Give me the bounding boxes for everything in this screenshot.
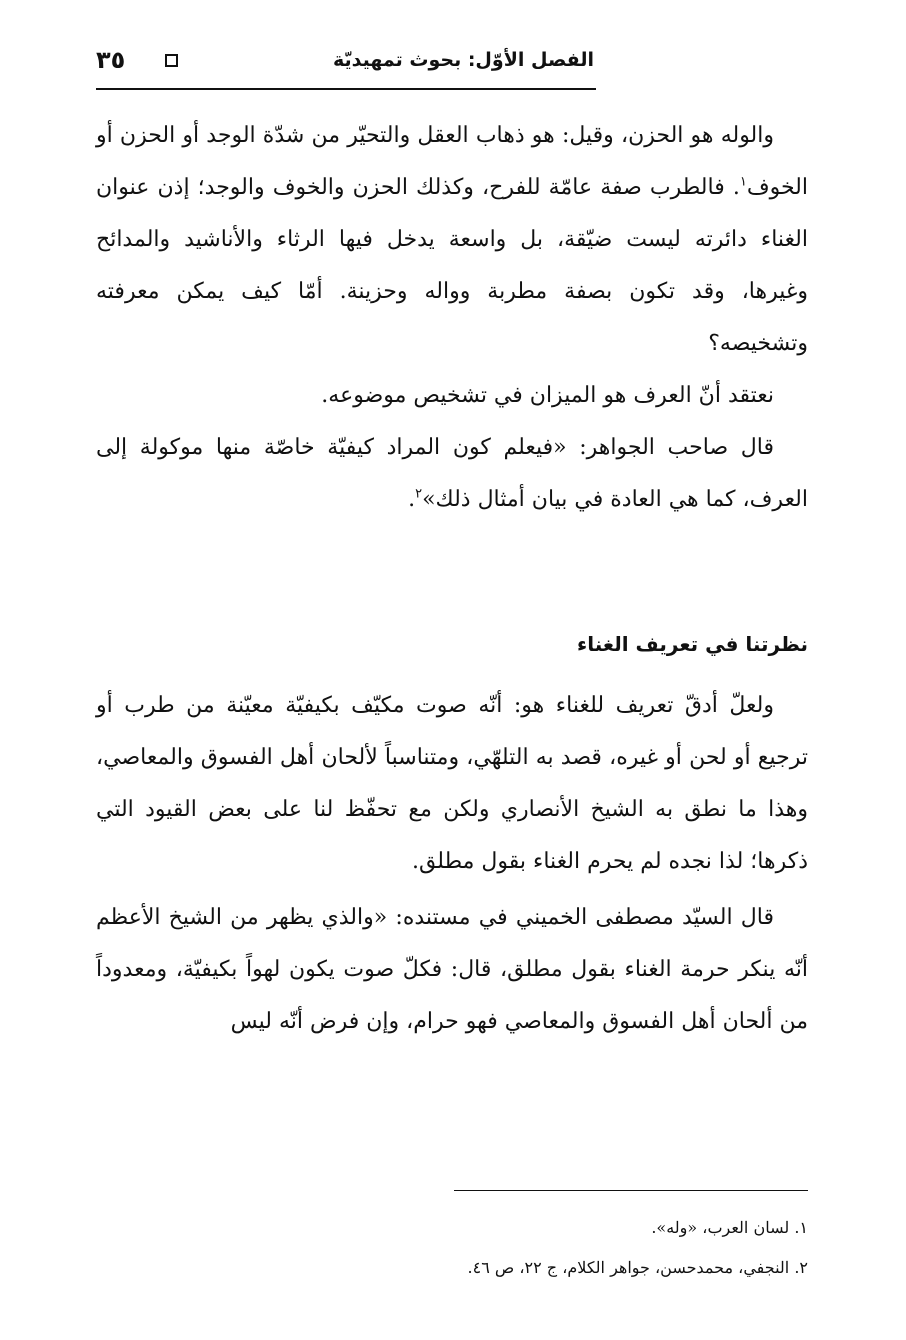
footnote-2: ٢. النجفي، محمدحسن، جواهر الكلام، ج ٢٢، ص ٤٦. [467,1258,808,1277]
paragraph-3-text-b: . [408,487,416,512]
header-page-info [96,46,178,74]
footnotes [96,1208,808,1288]
paragraph-1-text-b: . فالطرب صفة عامّة للفرح، وكذلك الحزن والخوف والوجد؛ إذن عنوان الغناء دائرته ليست ضيّقة، بل واسعة يدخل فيها الرثاء والأناشيد والمدائح وغيرها، وقد تكون بصفة مطربة وواله وحزينة. أمّا كيف يمكن معرفته وتشخيصه؟ [96,175,808,356]
running-title: الفصل الأوّل: بحوث تمهيديّة [332,49,594,71]
paragraph-3 [96,422,808,526]
paragraph-1 [96,110,808,370]
section-heading: نظرتنا في تعريف الغناء [577,632,808,656]
paragraph-2: نعتقد أنّ العرف هو الميزان في تشخيص موضوعه. [321,383,774,408]
running-header [96,38,594,82]
paragraph-3-text-a: قال صاحب الجواهر: «فيعلم كون المراد كيفيّة خاصّة منها موكولة إلى العرف، كما هي العادة في بيان أمثال ذلك» [96,435,808,512]
footnote-rule [454,1190,808,1191]
body-top [96,110,808,526]
square-icon [165,54,178,67]
section-paragraph-2: قال السيّد مصطفى الخميني في مستنده: «والذي يظهر من الشيخ الأعظم أنّه ينكر حرمة الغناء بقول مطلق، قال: فكلّ صوت يكون لهواً بكيفيّة، ومعدوداً من ألحان أهل الفسوق والمعاصي فهو حرام، وإن فرض أنّه ليس [96,905,808,1034]
footnote-ref-2: ٢ [415,486,423,502]
paragraph-1-text-a: والوله هو الحزن، وقيل: هو ذهاب العقل والتحيّر من شدّة الوجد أو الحزن أو الخوف [96,123,808,200]
footnote-1: ١. لسان العرب، «وله». [651,1218,808,1237]
footnote-ref-1: ١ [739,174,747,190]
section-paragraph-1: ولعلّ أدقّ تعريف للغناء هو: أنّه صوت مكيّف بكيفيّة معيّنة من طرب أو ترجيع أو لحن أو غيره، قصد به التلهّي، ومتناسباً لألحان أهل الفسوق والمعاصي، وهذا ما نطق به الشيخ الأنصاري ولكن مع تحفّظ لنا على بعض القيود التي ذكرها؛ لذا نجده لم يحرم الغناء بقول مطلق. [96,693,808,874]
section-body [96,680,808,1048]
header-rule [96,88,596,90]
page-number: ٣٥ [96,46,126,74]
